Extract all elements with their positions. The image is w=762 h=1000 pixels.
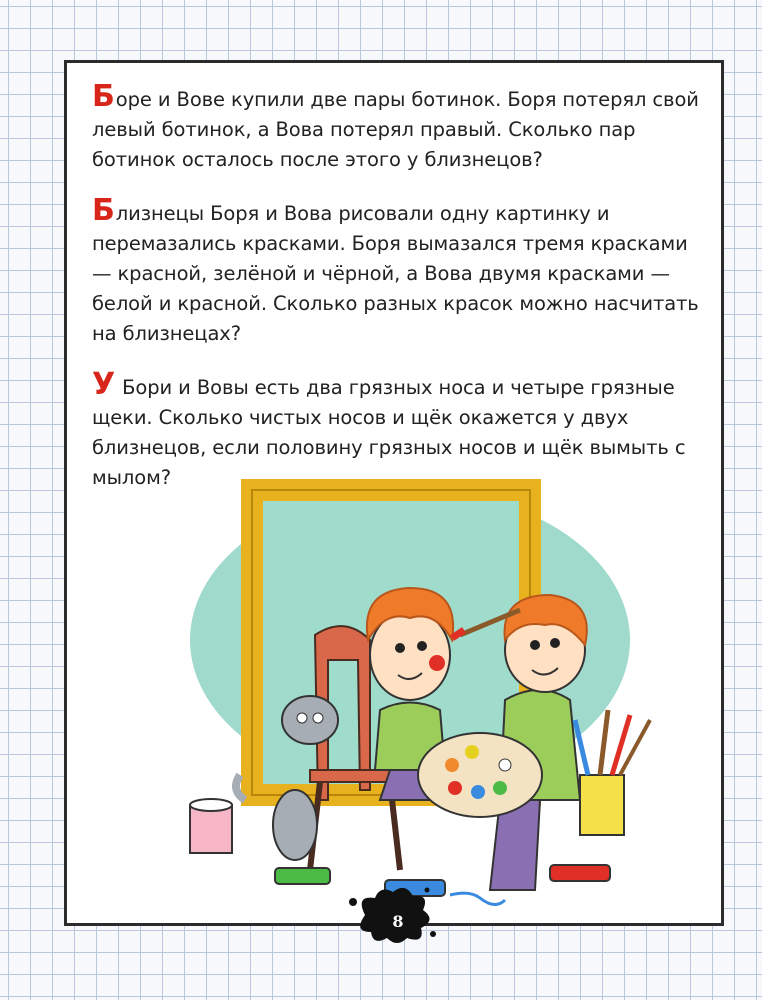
drop-cap-3: У <box>92 367 116 402</box>
paragraph-3-text: Бори и Вовы есть два грязных носа и четыре грязные щеки. Сколько чистых носов и щёк окажется у двух близнецов, если половину грязных носов и щёк вымыть с мылом? <box>92 376 686 489</box>
page-number: 8 <box>392 912 404 931</box>
drop-cap-1: Б <box>92 79 115 114</box>
paragraph-1 <box>92 79 704 175</box>
text-block <box>92 79 704 517</box>
paragraph-2-text: лизнецы Боря и Вова рисовали одну картинку и перемазались красками. Боря вымазался тремя красками — красной, зелёной и чёрной, а Вова двумя красками — белой и красной. Сколько разных красок можно насчитать на близнецах? <box>92 202 699 345</box>
paint-can <box>190 799 232 853</box>
paragraph-2 <box>92 193 704 349</box>
palette <box>418 733 542 817</box>
paragraph-1-text: оре и Вове купили две пары ботинок. Боря потерял свой левый ботинок, а Вова потерял правый. Сколько пар ботинок осталось после этого у близнецов? <box>92 88 699 171</box>
drop-cap-2: Б <box>92 193 115 228</box>
twins-painting-illustration <box>160 470 680 920</box>
